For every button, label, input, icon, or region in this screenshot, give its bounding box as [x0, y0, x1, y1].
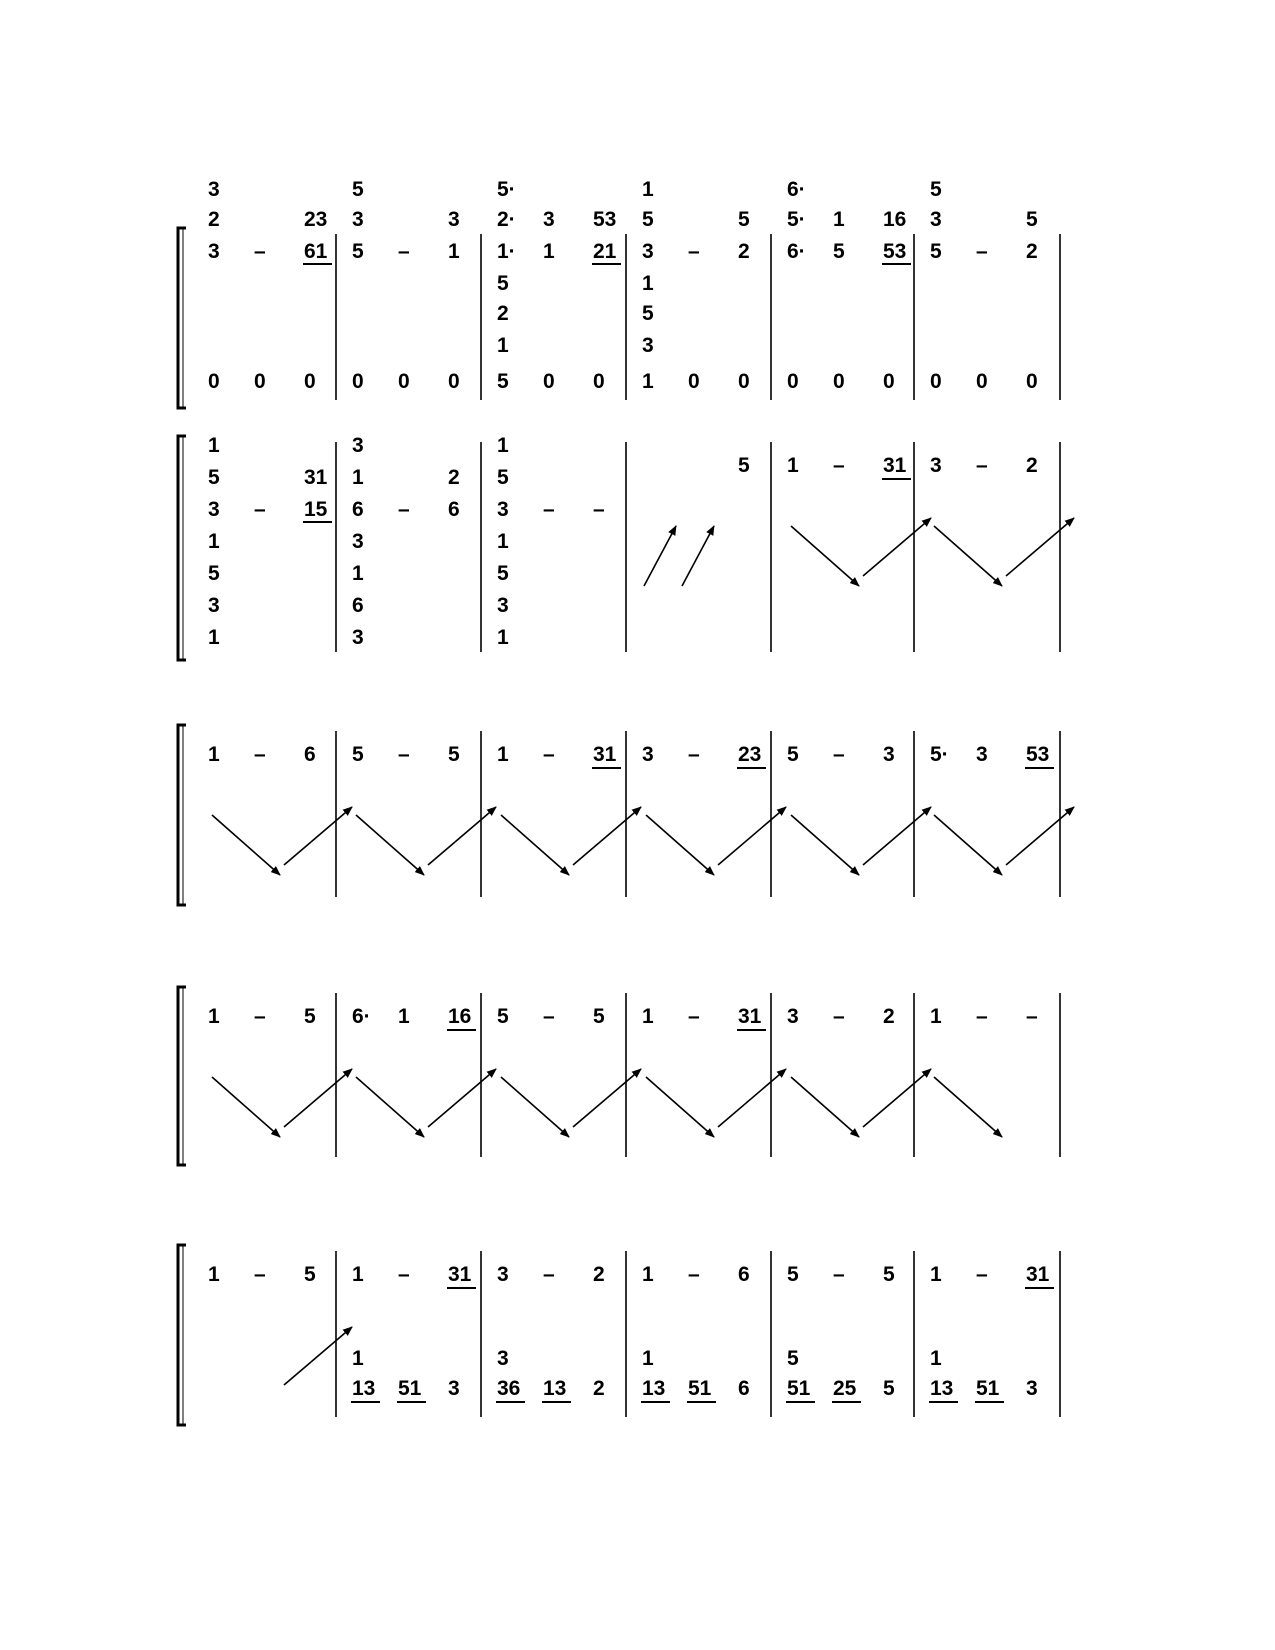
melody-note: 1: [352, 1263, 364, 1286]
strum-down-arrow-icon: [791, 815, 859, 875]
note: 5: [352, 240, 364, 263]
strum-up-arrow-icon: [718, 807, 786, 865]
accompaniment-note: 13: [642, 1377, 666, 1400]
note: 0: [304, 370, 316, 393]
note: 0: [543, 370, 555, 393]
note: 0: [254, 370, 266, 393]
note: 3: [930, 208, 942, 231]
note: 0: [883, 370, 895, 393]
system-1: [178, 178, 1060, 408]
note: 2: [738, 240, 750, 263]
note: 5: [930, 178, 942, 201]
measure-5: [786, 1263, 895, 1402]
bass-note: 1: [642, 1347, 654, 1370]
system-4: [178, 987, 1060, 1165]
note: 5: [497, 370, 509, 393]
melody-note: 1: [642, 1263, 654, 1286]
system-bracket: [178, 987, 186, 1165]
measure-6: [930, 178, 1038, 393]
note: 1: [208, 626, 220, 649]
strum-down-arrow-icon: [356, 815, 424, 875]
melody-note: 5·: [930, 743, 949, 766]
melody-note: –: [543, 1005, 555, 1028]
melody-note: 3: [787, 1005, 799, 1028]
note: 0: [593, 370, 605, 393]
strum-up-arrow-icon: [1006, 518, 1074, 576]
note: 1: [833, 208, 845, 231]
note: 2·: [497, 208, 516, 231]
note: –: [398, 240, 410, 263]
note: 2: [208, 208, 220, 231]
note: –: [593, 498, 605, 521]
note: 0: [930, 370, 942, 393]
strum-down-arrow-icon: [791, 1077, 859, 1137]
measure-4: [642, 178, 750, 393]
bass-note: 1: [930, 1347, 942, 1370]
melody-note: –: [688, 1005, 700, 1028]
strum-down-arrow-icon: [356, 1077, 424, 1137]
melody-note: 5: [352, 743, 364, 766]
note: 3: [208, 178, 220, 201]
bass-note: 3: [497, 1347, 509, 1370]
note: –: [254, 498, 266, 521]
note: 0: [787, 370, 799, 393]
note: 6: [352, 594, 364, 617]
bass-note: 1: [352, 1347, 364, 1370]
note: 1·: [497, 240, 516, 263]
note: 6: [352, 498, 364, 521]
note: 0: [352, 370, 364, 393]
measure-3: [497, 434, 605, 649]
melody-note: –: [976, 454, 988, 477]
note: 21: [593, 240, 617, 263]
strum-down-arrow-icon: [791, 526, 859, 586]
melody-note: 2: [593, 1263, 605, 1286]
bass-note: 5: [787, 1347, 799, 1370]
strum-up-arrow-icon: [573, 807, 641, 865]
note: 5: [1026, 208, 1038, 231]
melody-note: 5: [787, 1263, 799, 1286]
measure-6: [930, 743, 1074, 875]
note: 15: [304, 498, 328, 521]
accompaniment-note: 51: [976, 1377, 1000, 1400]
melody-note: –: [254, 743, 266, 766]
melody-note: 31: [1026, 1263, 1050, 1286]
strum-down-arrow-icon: [501, 1077, 569, 1137]
strum-up-arrow-icon: [284, 807, 352, 865]
note: 23: [304, 208, 328, 231]
note: 0: [688, 370, 700, 393]
system-bracket: [178, 1245, 186, 1425]
note: 3: [497, 594, 509, 617]
strum-up-arrow-icon: [428, 807, 496, 865]
note: 5: [208, 562, 220, 585]
strum-down-arrow-icon: [212, 1077, 280, 1137]
melody-note: 3: [642, 743, 654, 766]
measure-5: [787, 454, 931, 586]
note: 5: [497, 272, 509, 295]
melody-note: –: [833, 743, 845, 766]
accompaniment-note: 2: [593, 1377, 605, 1400]
strum-up-arrow-icon: [284, 1069, 352, 1127]
melody-note: 5: [883, 1263, 895, 1286]
melody-note: 1: [208, 1005, 220, 1028]
note: 1: [497, 434, 509, 457]
melody-note: 31: [448, 1263, 472, 1286]
note: 5: [497, 466, 509, 489]
melody-note: 1: [208, 743, 220, 766]
note: 0: [976, 370, 988, 393]
strum-down-arrow-icon: [501, 815, 569, 875]
melody-note: –: [543, 743, 555, 766]
strum-up-arrow-icon: [863, 807, 931, 865]
note: 3: [352, 530, 364, 553]
measure-2: [352, 178, 460, 393]
melody-note: 5: [787, 743, 799, 766]
strum-up-arrow-icon: [428, 1069, 496, 1127]
measure-5: [787, 1005, 931, 1137]
melody-note: –: [543, 1263, 555, 1286]
note: 1: [352, 466, 364, 489]
note: 3: [352, 626, 364, 649]
melody-note: 1: [398, 1005, 410, 1028]
measure-3: [496, 1263, 605, 1402]
note: 1: [497, 334, 509, 357]
system-2: [178, 434, 1074, 660]
note: 1: [497, 530, 509, 553]
note: 3: [352, 208, 364, 231]
melody-note: 31: [883, 454, 907, 477]
note: –: [543, 498, 555, 521]
measure-6: [930, 1005, 1038, 1137]
note: 5: [930, 240, 942, 263]
strum-down-arrow-icon: [934, 815, 1002, 875]
note: –: [254, 240, 266, 263]
note: 6·: [787, 178, 806, 201]
note: 5: [833, 240, 845, 263]
accompaniment-note: 36: [497, 1377, 521, 1400]
melody-note: 5: [738, 454, 750, 477]
measure-5: [787, 743, 931, 875]
melody-note: 23: [738, 743, 762, 766]
measure-3: [497, 743, 641, 875]
note: 53: [593, 208, 617, 231]
note: 3: [448, 208, 460, 231]
measure-5: [787, 178, 911, 393]
melody-note: –: [398, 1263, 410, 1286]
accompaniment-note: 51: [398, 1377, 422, 1400]
measure-3: [497, 178, 621, 393]
measure-4: [641, 1263, 750, 1402]
melody-note: 2: [883, 1005, 895, 1028]
system-3: [178, 725, 1074, 905]
measure-1: [208, 434, 332, 649]
measure-4: [642, 1005, 786, 1137]
note: 3: [642, 334, 654, 357]
note: 3: [208, 240, 220, 263]
measure-4: [644, 454, 750, 586]
accompaniment-note: 51: [688, 1377, 712, 1400]
melody-note: 1: [930, 1005, 942, 1028]
melody-note: –: [833, 1005, 845, 1028]
melody-note: 3: [497, 1263, 509, 1286]
note: 5: [642, 208, 654, 231]
note: 5: [738, 208, 750, 231]
melody-note: 1: [787, 454, 799, 477]
note: 1: [497, 626, 509, 649]
measure-1: [208, 178, 332, 393]
measure-2: [352, 434, 460, 649]
note: 6: [448, 498, 460, 521]
strum-up-arrow-icon: [682, 526, 714, 586]
note: 16: [883, 208, 907, 231]
strum-down-arrow-icon: [934, 526, 1002, 586]
strum-down-arrow-icon: [646, 815, 714, 875]
melody-note: –: [976, 1005, 988, 1028]
note: 5: [642, 302, 654, 325]
melody-note: –: [398, 743, 410, 766]
note: 1: [642, 370, 654, 393]
note: 5·: [497, 178, 516, 201]
accompaniment-note: 3: [1026, 1377, 1038, 1400]
note: 0: [833, 370, 845, 393]
melody-note: 6: [304, 743, 316, 766]
note: 53: [883, 240, 907, 263]
strum-up-arrow-icon: [1006, 807, 1074, 865]
melody-note: 1: [497, 743, 509, 766]
note: 1: [208, 530, 220, 553]
measure-4: [642, 743, 786, 875]
melody-note: –: [688, 743, 700, 766]
accompaniment-note: 13: [352, 1377, 376, 1400]
note: 5: [497, 562, 509, 585]
note: 6·: [787, 240, 806, 263]
note: –: [398, 498, 410, 521]
note: –: [688, 240, 700, 263]
accompaniment-note: 51: [787, 1377, 811, 1400]
melody-note: 6: [738, 1263, 750, 1286]
melody-note: –: [254, 1005, 266, 1028]
note: 1: [642, 272, 654, 295]
melody-note: –: [254, 1263, 266, 1286]
strum-up-arrow-icon: [863, 518, 931, 576]
note: 5·: [787, 208, 806, 231]
measure-3: [497, 1005, 641, 1137]
note: 1: [208, 434, 220, 457]
system-bracket: [178, 725, 186, 905]
melody-note: 3: [930, 454, 942, 477]
note: 0: [738, 370, 750, 393]
note: 5: [352, 178, 364, 201]
strum-down-arrow-icon: [646, 1077, 714, 1137]
note: 3: [352, 434, 364, 457]
melody-note: 1: [930, 1263, 942, 1286]
melody-note: 5: [497, 1005, 509, 1028]
system-bracket: [178, 228, 186, 408]
melody-note: 2: [1026, 454, 1038, 477]
melody-note: 3: [883, 743, 895, 766]
melody-note: –: [1026, 1005, 1038, 1028]
strum-down-arrow-icon: [212, 815, 280, 875]
melody-note: 5: [448, 743, 460, 766]
system-bracket: [178, 436, 186, 660]
melody-note: 1: [642, 1005, 654, 1028]
note: 3: [543, 208, 555, 231]
measure-2: [351, 1263, 476, 1402]
melody-note: 5: [304, 1005, 316, 1028]
measure-1: [208, 1005, 352, 1137]
melody-note: 16: [448, 1005, 472, 1028]
measure-1: [208, 1263, 352, 1385]
note: 31: [304, 466, 328, 489]
note: 0: [398, 370, 410, 393]
note: 1: [642, 178, 654, 201]
note: 3: [642, 240, 654, 263]
note: 2: [497, 302, 509, 325]
measure-6: [929, 1263, 1054, 1402]
system-5: [178, 1245, 1060, 1425]
melody-note: –: [688, 1263, 700, 1286]
strum-up-arrow-icon: [863, 1069, 931, 1127]
note: 1: [543, 240, 555, 263]
strum-up-arrow-icon: [644, 526, 676, 586]
note: 61: [304, 240, 328, 263]
accompaniment-note: 6: [738, 1377, 750, 1400]
measure-1: [208, 743, 352, 875]
melody-note: 1: [208, 1263, 220, 1286]
accompaniment-note: 13: [930, 1377, 954, 1400]
strum-up-arrow-icon: [718, 1069, 786, 1127]
note: –: [976, 240, 988, 263]
measure-2: [352, 743, 496, 875]
note: 5: [208, 466, 220, 489]
melody-note: –: [833, 1263, 845, 1286]
accompaniment-note: 5: [883, 1377, 895, 1400]
accompaniment-note: 3: [448, 1377, 460, 1400]
note: 1: [352, 562, 364, 585]
note: 0: [1026, 370, 1038, 393]
note: 3: [208, 498, 220, 521]
note: 2: [448, 466, 460, 489]
melody-note: 31: [593, 743, 617, 766]
melody-note: –: [976, 1263, 988, 1286]
note: 0: [208, 370, 220, 393]
note: 3: [497, 498, 509, 521]
strum-down-arrow-icon: [934, 1077, 1002, 1137]
strum-up-arrow-icon: [573, 1069, 641, 1127]
measure-2: [352, 1005, 496, 1137]
strum-up-arrow-icon: [284, 1327, 352, 1385]
melody-note: 5: [593, 1005, 605, 1028]
note: 2: [1026, 240, 1038, 263]
measure-6: [930, 454, 1074, 586]
melody-note: –: [833, 454, 845, 477]
accompaniment-note: 13: [543, 1377, 567, 1400]
melody-note: 6·: [352, 1005, 371, 1028]
melody-note: 5: [304, 1263, 316, 1286]
melody-note: 31: [738, 1005, 762, 1028]
note: 3: [208, 594, 220, 617]
note: 0: [448, 370, 460, 393]
accompaniment-note: 25: [833, 1377, 857, 1400]
melody-note: 53: [1026, 743, 1050, 766]
note: 1: [448, 240, 460, 263]
melody-note: 3: [976, 743, 988, 766]
